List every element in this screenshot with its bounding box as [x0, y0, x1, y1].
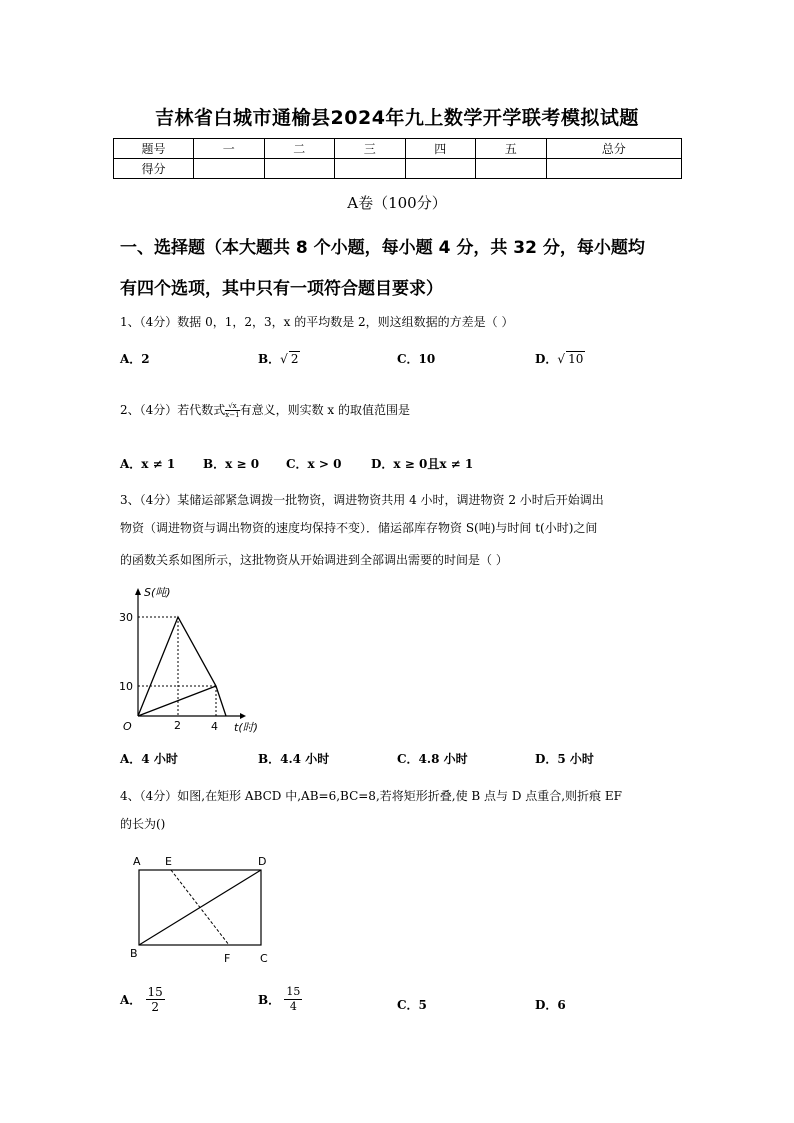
q2-fraction-num: √x	[225, 402, 239, 411]
q4-option-c[interactable]: C．5	[397, 998, 427, 1012]
question-2-text	[120, 396, 690, 424]
q3-option-d[interactable]: D．5 小时	[535, 752, 594, 766]
section-heading: A卷（100分）	[347, 194, 447, 212]
q1-option-b[interactable]: B．√ 2	[258, 352, 299, 366]
fold-line-ef	[171, 870, 229, 945]
point-label-f: F	[224, 952, 231, 965]
q4-option-d[interactable]: D．6	[535, 998, 566, 1012]
y-tick-label: 30	[119, 611, 133, 624]
table-cell: 二	[264, 139, 335, 159]
table-cell: 三	[335, 139, 406, 159]
q2-text-pre: 2、（4分）若代数式	[120, 403, 226, 417]
q2-text-post: 有意义，则实数 x 的取值范围是	[239, 403, 410, 417]
q4-option-a[interactable]	[120, 985, 165, 1014]
point-label-d: D	[258, 855, 267, 868]
y-axis-arrow-icon	[135, 588, 141, 595]
q4-option-b-fraction	[284, 985, 302, 1014]
x-axis-label: t(时)	[234, 721, 258, 734]
q2-option-c[interactable]: C．x > 0	[286, 457, 342, 471]
q1-option-d[interactable]: D．√ 10	[535, 352, 584, 366]
y-axis-label: S(吨)	[144, 586, 171, 599]
y-tick-label: 10	[119, 680, 133, 693]
question-1-text: 1、（4分）数据 0，1，2，3，x 的平均数是 2，则这组数据的方差是（ ）	[120, 315, 514, 329]
q4-option-a-label: A．	[120, 993, 142, 1007]
score-input-cell[interactable]	[194, 159, 265, 179]
q2-option-d[interactable]: D．x ≥ 0且x ≠ 1	[371, 457, 474, 471]
q2-option-a[interactable]: A．x ≠ 1	[120, 457, 176, 471]
q4-option-a-fraction	[146, 985, 165, 1014]
page-title: 吉林省白城市通榆县2024年九上数学开学联考模拟试题	[155, 107, 639, 129]
part-heading-line1: 一、选择题（本大题共 8 个小题，每小题 4 分，共 32 分，每小题均	[120, 238, 645, 258]
x-axis-arrow-icon	[240, 713, 246, 719]
score-input-cell[interactable]	[546, 159, 682, 179]
q4-option-b[interactable]	[258, 985, 302, 1014]
q3-option-b[interactable]: B．4.4 小时	[258, 752, 330, 766]
score-input-cell[interactable]	[335, 159, 406, 179]
q1-option-d-radicand: 10	[568, 352, 584, 366]
q2-fraction	[225, 402, 239, 419]
score-table-header-row	[114, 139, 682, 159]
part-heading-line2: 有四个选项，其中只有一项符合题目要求）	[120, 279, 443, 299]
q1-option-b-radicand: 2	[290, 352, 299, 366]
q3-option-c[interactable]: C．4.8 小时	[397, 752, 468, 766]
table-cell: 一	[194, 139, 265, 159]
table-cell: 得分	[114, 159, 194, 179]
origin-label: O	[123, 720, 132, 733]
inflow-line	[138, 686, 216, 716]
question-3-line1: 3、（4分）某储运部紧急调拨一批物资，调进物资共用 4 小时，调进物资 2 小时后开始调出	[120, 493, 604, 507]
score-table-score-row	[114, 159, 682, 179]
fraction-num: 15	[286, 985, 301, 998]
inventory-line	[138, 617, 226, 716]
q3-function-graph	[110, 582, 270, 742]
q1-option-d-label: D．	[535, 352, 558, 366]
table-cell: 总分	[546, 139, 682, 159]
question-3-line3: 的函数关系如图所示，这批物资从开始调进到全部调出需要的时间是（ ）	[120, 553, 508, 567]
question-4-line1: 4、（4分）如图,在矩形 ABCD 中,AB=6,BC=8,若将矩形折叠,使 B 点与 D 点重合,则折痕 EF	[120, 789, 622, 803]
table-cell: 四	[405, 139, 476, 159]
fraction-den: 4	[289, 1000, 297, 1013]
question-4-line2: 的长为()	[120, 817, 166, 831]
fraction-den: 2	[151, 1000, 159, 1014]
x-tick-label: 4	[211, 720, 218, 733]
q2-option-b[interactable]: B．x ≥ 0	[203, 457, 260, 471]
score-table	[113, 138, 682, 179]
q4-rectangle-figure	[125, 850, 275, 970]
score-input-cell[interactable]	[405, 159, 476, 179]
q4-option-b-label: B．	[258, 993, 281, 1007]
question-3-line2: 物资（调进物资与调出物资的速度均保持不变）．储运部库存物资 S(吨)与时间 t(小时)之间	[120, 521, 598, 535]
q1-option-b-label: B．	[258, 352, 281, 366]
fraction-num: 15	[147, 985, 163, 999]
q1-option-a[interactable]: A．2	[120, 352, 150, 366]
point-label-b: B	[130, 947, 138, 960]
q1-option-c[interactable]: C．10	[397, 352, 436, 366]
score-input-cell[interactable]	[264, 159, 335, 179]
table-cell: 五	[476, 139, 547, 159]
x-tick-label: 2	[174, 719, 181, 732]
score-input-cell[interactable]	[476, 159, 547, 179]
q3-option-a[interactable]: A．4 小时	[120, 752, 178, 766]
table-cell: 题号	[114, 139, 194, 159]
point-label-a: A	[133, 855, 141, 868]
point-label-c: C	[260, 952, 268, 965]
point-label-e: E	[165, 855, 172, 868]
q2-fraction-den: x−1	[225, 411, 240, 419]
